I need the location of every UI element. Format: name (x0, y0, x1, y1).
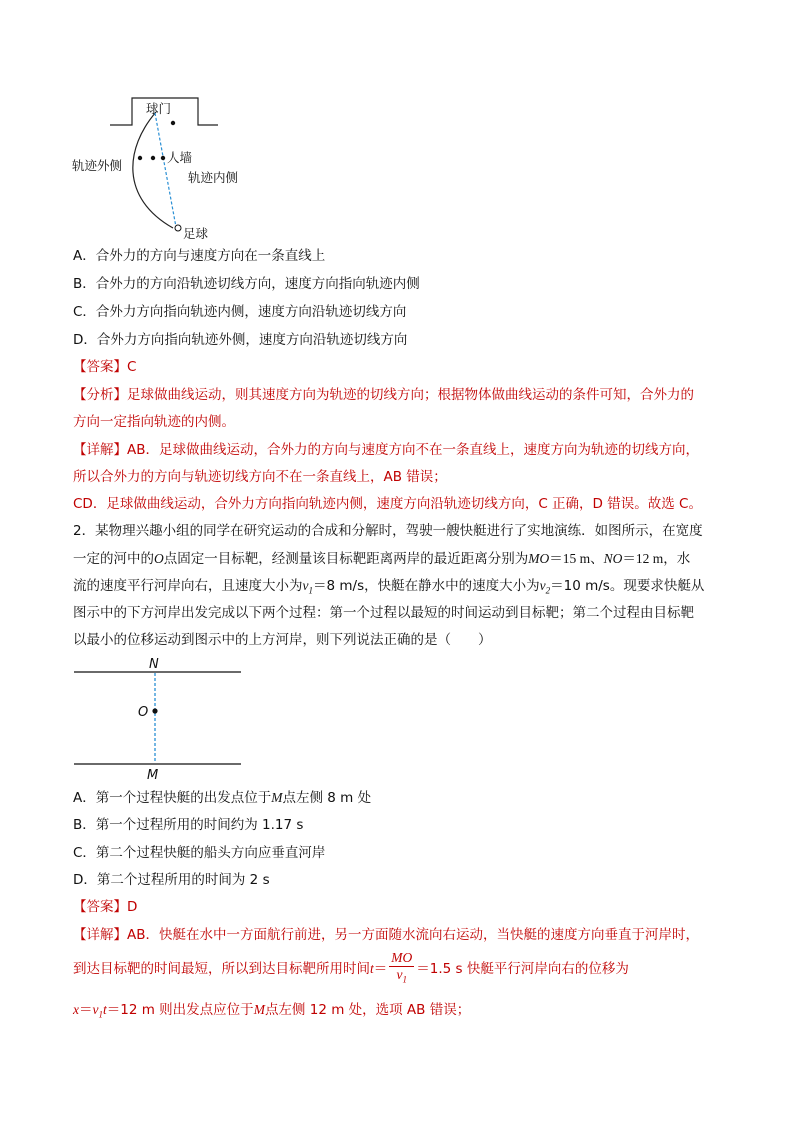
outer-side-label: 轨迹外侧 (72, 158, 123, 173)
q2-stem-line4: 图示中的下方河岸出发完成以下两个过程：第一个过程以最短的时间运动到目标靶；第二个过程由目标靶 (73, 605, 694, 621)
q1-option-a: A．合外力的方向与速度方向在一条直线上 (73, 248, 326, 264)
answer-value: C (127, 359, 137, 375)
wall-dot (161, 156, 165, 160)
q1-detail-line2: 所以合外力的方向与轨迹切线方向不在一条直线上，AB 错误； (73, 469, 447, 485)
detail-tag: 【详解】 (73, 927, 127, 943)
answer-value: D (127, 899, 138, 915)
goal-point (171, 121, 175, 125)
q2-option-c: C．第二个过程快艇的船头方向应垂直河岸 (73, 845, 326, 861)
detail-tag: 【详解】 (73, 442, 127, 458)
q1-option-c: C．合外力方向指向轨迹内侧，速度方向沿轨迹切线方向 (73, 304, 407, 320)
q2-stem-line1: 2．某物理兴趣小组的同学在研究运动的合成和分解时，驾驶一艘快艇进行了实地演练．如图所示，在宽度 (73, 523, 703, 539)
straight-dashed-line (155, 113, 176, 227)
trajectory-curve (133, 112, 173, 228)
point-m-label: M (147, 768, 159, 783)
answer-tag: 【答案】 (73, 359, 127, 375)
q1-option-d: D．合外力方向指向轨迹外侧，速度方向沿轨迹切线方向 (73, 332, 408, 348)
fraction-mo-over-v1: $\frac{MO}{v_1}$ (391, 950, 413, 985)
q1-detail-line3: CD．足球做曲线运动，合外力方向指向轨迹内侧，速度方向沿轨迹切线方向，C 正确，D 错误。故选 C。 (73, 496, 702, 512)
q2-detail-line1 (73, 925, 699, 945)
q2-option-b: B．第一个过程所用的时间约为 1.17 s (73, 817, 304, 833)
q2-option-a: A．第一个过程快艇的出发点位于M点左侧 8 m 处 (73, 790, 372, 806)
q2-stem-line3: 流的速度平行河岸向右，且速度大小为$v_1=8$ m/s，快艇在静水中的速度大小为$v_2=10$ m/s。现要求快艇从 (73, 578, 705, 596)
ball-label: 足球 (183, 226, 209, 241)
wall-dot (151, 156, 155, 160)
q1-answer (73, 357, 136, 377)
point-n-label: N (149, 657, 159, 672)
q2-stem-line2: 一定的河中的O点固定一目标靶，经测量该目标靶距离两岸的最近距离分别为MO＝15 m、NO＝12 m，水 (73, 551, 691, 567)
inner-side-label: 轨迹内侧 (188, 170, 239, 185)
q2-option-d: D．第二个过程所用的时间为 2 s (73, 872, 270, 888)
football-trajectory-diagram (70, 88, 270, 246)
q1-analysis-line2: 方向一定指向轨迹的内侧。 (73, 414, 235, 430)
analysis-tag: 【分析】 (73, 387, 127, 403)
q1-detail-line1 (73, 440, 699, 460)
ball-icon (175, 225, 181, 231)
answer-tag: 【答案】 (73, 899, 127, 915)
target-point-o (152, 708, 157, 713)
detail-text: AB．足球做曲线运动，合外力的方向与速度方向不在一条直线上，速度方向为轨迹的切线方向， (127, 442, 699, 458)
wall-label: 人墙 (167, 150, 193, 165)
q2-detail-line3: $x=v_1t=12$ m 则出发点应位于M点左侧 12 m 处，选项 AB 错误； (73, 1002, 471, 1020)
point-o-label: O (138, 705, 149, 720)
q1-analysis-line1 (73, 385, 694, 405)
goal-label: 球门 (146, 101, 172, 116)
q2-detail-line2: 到达目标靶的时间最短，所以到达目标靶所用时间t＝ $\frac{MO}{v_1}$ ＝1.5 s 快艇平行河岸向右的位移为 (73, 950, 629, 988)
detail-text: AB．快艇在水中一方面航行前进，另一方面随水流向右运动，当快艇的速度方向垂直于河岸时， (127, 927, 699, 943)
q2-answer (73, 897, 137, 917)
q2-stem-line5: 以最小的位移运动到图示中的上方河岸，则下列说法正确的是（ ） (73, 632, 492, 648)
wall-dot (138, 156, 142, 160)
river-diagram (70, 652, 250, 784)
analysis-text: 足球做曲线运动，则其速度方向为轨迹的切线方向；根据物体做曲线运动的条件可知，合外力的 (127, 387, 694, 403)
q1-option-b: B．合外力的方向沿轨迹切线方向，速度方向指向轨迹内侧 (73, 276, 420, 292)
